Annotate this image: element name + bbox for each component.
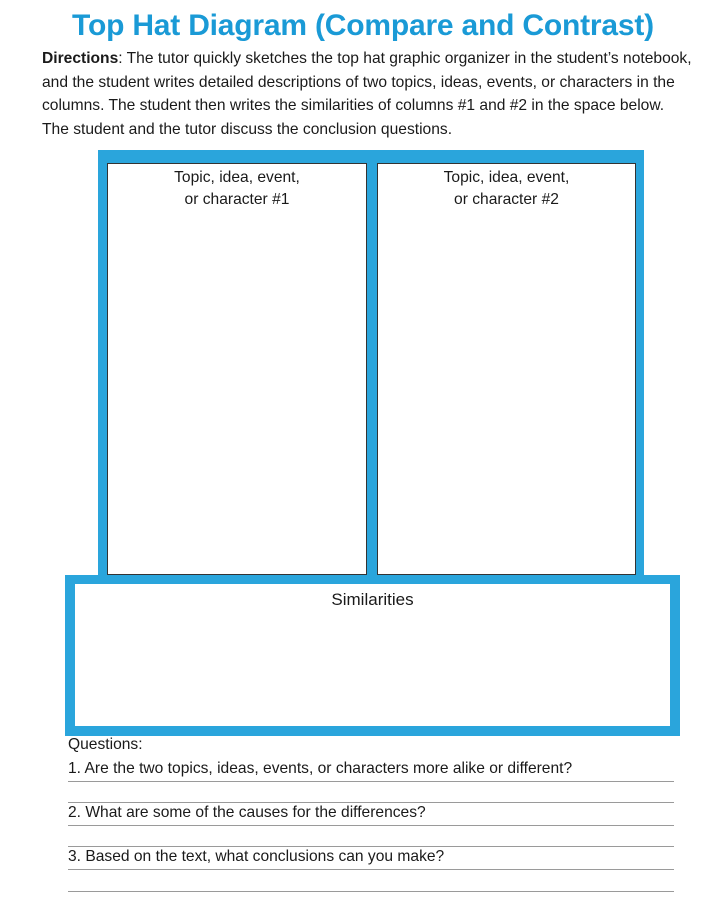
column-1-label-line-1: Topic, idea, event, [174, 169, 300, 186]
directions-text: : The tutor quickly sketches the top hat graphic organizer in the student’s notebook, and the student writes detailed descriptions of two topics, ideas, events, or characters in the columns. The student then writes the similarities of columns #1 and #2 in the space below. The student and the tutor discuss the conclusion questions. [42, 50, 692, 138]
question-3: 3. Based on the text, what conclusions can you make? [68, 848, 445, 865]
column-2-label-line-1: Topic, idea, event, [443, 169, 570, 186]
similarities-box[interactable] [75, 584, 670, 726]
column-2-label-line-2: or character #2 [454, 191, 559, 208]
similarities-label: Similarities [331, 590, 414, 609]
column-1-box[interactable] [107, 163, 367, 575]
page-title: Top Hat Diagram (Compare and Contrast) [72, 9, 654, 42]
answer-line[interactable] [68, 869, 674, 870]
answer-line[interactable] [68, 825, 674, 826]
question-1: 1. Are the two topics, ideas, events, or characters more alike or different? [68, 760, 573, 777]
question-2: 2. What are some of the causes for the differences? [68, 804, 426, 821]
column-2-box[interactable] [377, 163, 636, 575]
questions-label: Questions: [68, 736, 143, 753]
directions-paragraph [42, 47, 692, 141]
directions-label: Directions [42, 50, 119, 67]
column-1-label-line-2: or character #1 [184, 191, 290, 208]
answer-line[interactable] [68, 781, 674, 782]
answer-line[interactable] [68, 891, 674, 892]
